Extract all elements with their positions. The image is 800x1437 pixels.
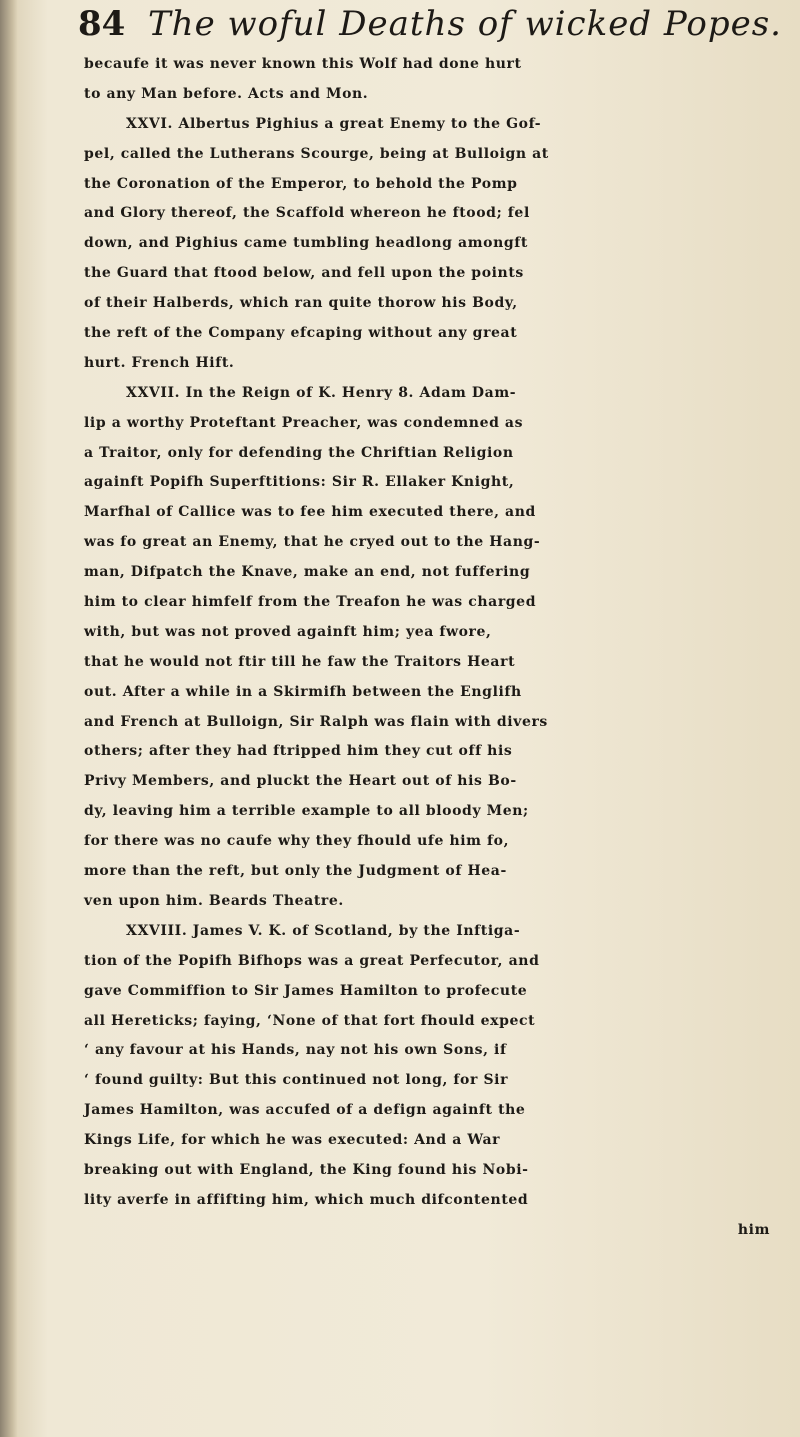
text-line: the Coronation of the Emperor, to behold the Pomp bbox=[84, 175, 518, 192]
text-line: all Hereticks; faying, ‘None of that fort fhould expect bbox=[84, 1012, 536, 1029]
text-line: to any Man before. Acts and Mon. bbox=[84, 85, 369, 102]
page-number: 84 bbox=[78, 4, 126, 44]
text-line: ven upon him. Beards Theatre. bbox=[84, 892, 344, 909]
text-line: the reft of the Company efcaping without any great bbox=[84, 325, 518, 342]
text-line: ‘ any favour at his Hands, nay not his own Sons, if bbox=[84, 1042, 507, 1059]
text-line: with, but was not proved againft him; yea fwore, bbox=[84, 623, 492, 640]
text-line: and Glory thereof, the Scaffold whereon he ftood; fel bbox=[84, 205, 530, 222]
text-line: for there was no caufe why they fhould ufe him fo, bbox=[84, 833, 510, 850]
text-line: out. After a while in a Skirmifh between the Englifh bbox=[84, 683, 522, 700]
text-line: ‘ found guilty: But this continued not long, for Sir bbox=[84, 1072, 509, 1089]
text-line: hurt. French Hift. bbox=[84, 354, 235, 371]
running-title: The woful Deaths of wicked Popes. bbox=[148, 4, 782, 44]
text-line: Marfhal of Callice was to fee him executed there, and bbox=[84, 504, 536, 521]
text-line: others; after they had ftripped him they cut off his bbox=[84, 743, 513, 760]
text-line: gave Commiffion to Sir James Hamilton to profecute bbox=[84, 982, 528, 999]
text-line: pel, called the Lutherans Scourge, being at Bulloign at bbox=[84, 145, 549, 162]
text-line: a Traitor, only for defending the Chriftian Religion bbox=[84, 444, 514, 461]
text-line: lip a worthy Proteftant Preacher, was condemned as bbox=[84, 414, 524, 431]
text-line: the Guard that ftood below, and fell upon the points bbox=[84, 265, 524, 282]
text-line: XXVI. Albertus Pighius a great Enemy to the Gof- bbox=[126, 115, 542, 132]
text-line: dy, leaving him a terrible example to all bloody Men; bbox=[84, 803, 529, 820]
text-line: James Hamilton, was accufed of a defign againft the bbox=[84, 1102, 526, 1119]
text-line: more than the reft, but only the Judgment of Hea- bbox=[84, 863, 507, 880]
page-gutter-shadow bbox=[0, 0, 18, 1437]
text-line: him to clear himfelf from the Treafon he was charged bbox=[84, 594, 537, 611]
text-line: againft Popifh Superftitions: Sir R. Ellaker Knight, bbox=[84, 474, 515, 491]
text-line: XXVIII. James V. K. of Scotland, by the Inftiga- bbox=[126, 922, 521, 939]
text-line: man, Difpatch the Knave, make an end, not fuffering bbox=[84, 564, 531, 581]
text-line: XXVII. In the Reign of K. Henry 8. Adam Dam- bbox=[126, 384, 517, 401]
text-line: Kings Life, for which he was executed: And a War bbox=[84, 1132, 501, 1149]
text-line: him bbox=[737, 1221, 770, 1238]
text-line: that he would not ftir till he faw the Traitors Heart bbox=[84, 653, 516, 670]
page-header bbox=[78, 4, 790, 48]
text-line: becaufe it was never known this Wolf had done hurt bbox=[84, 56, 522, 72]
text-line: and French at Bulloign, Sir Ralph was flain with divers bbox=[84, 713, 548, 730]
text-line: down, and Pighius came tumbling headlong amongft bbox=[84, 235, 528, 252]
text-line: breaking out with England, the King found his Nobi- bbox=[84, 1161, 529, 1178]
text-line: was fo great an Enemy, that he cryed out to the Hang- bbox=[84, 534, 541, 551]
text-line: tion of the Popifh Bifhops was a great Perfecutor, and bbox=[84, 952, 540, 969]
text-line: lity averfe in affifting him, which much difcontented bbox=[84, 1191, 529, 1208]
text-line: Privy Members, and pluckt the Heart out of his Bo- bbox=[84, 773, 517, 790]
body-text bbox=[84, 50, 790, 1246]
text-line: of their Halberds, which ran quite thorow his Body, bbox=[84, 295, 518, 312]
